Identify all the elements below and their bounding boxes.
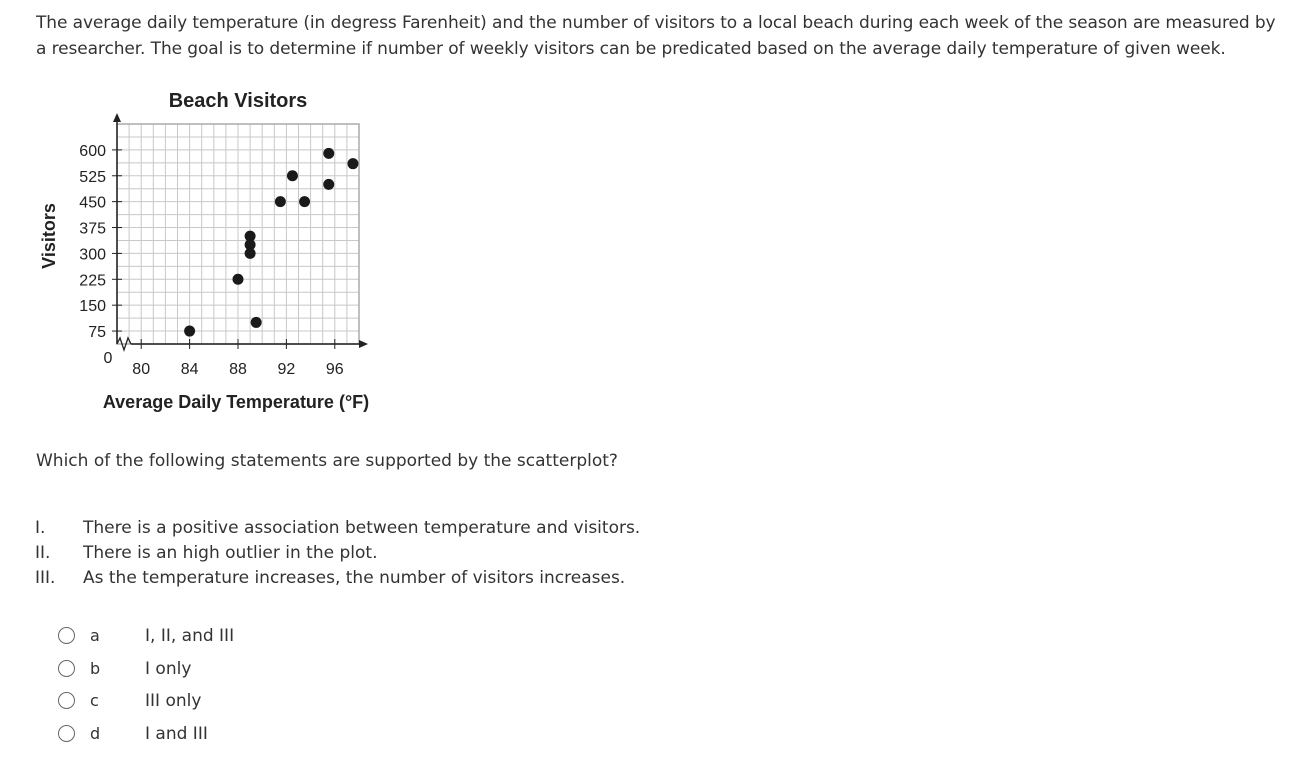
scatter-point [347, 158, 358, 169]
option-letter: a [90, 626, 100, 645]
scatter-point [275, 196, 286, 207]
scatter-point [299, 196, 310, 207]
option-text[interactable]: I and III [145, 723, 208, 744]
y-tick-label: 150 [79, 298, 106, 316]
radio-button[interactable] [58, 660, 75, 677]
option-c[interactable] [56, 689, 356, 722]
scatter-point [245, 231, 256, 242]
option-text[interactable]: III only [145, 691, 202, 711]
radio-button[interactable] [58, 692, 75, 709]
question-text: The average daily temperature (in degress Farenheit) and the number of visitors to a local beach during each week of the season are measured by a researcher. The goal is to determine if number of weekly visitors can be predicated based on the average daily temperature of given week. [36, 13, 1276, 59]
radio-button[interactable] [58, 627, 75, 644]
option-letter: d [90, 723, 101, 743]
scatter-point [184, 326, 195, 337]
statement-number: III. [35, 568, 56, 588]
statement-item [35, 541, 735, 566]
tick-labels [79, 143, 344, 378]
scatter-point [323, 148, 334, 159]
statement-number: II. [35, 543, 51, 563]
option-b[interactable] [56, 657, 356, 690]
y-tick-label: 450 [79, 194, 106, 212]
option-a[interactable] [56, 624, 356, 657]
statement-item [35, 516, 735, 541]
scatter-point [287, 170, 298, 181]
scatter-chart [30, 80, 410, 420]
option-letter: c [90, 691, 99, 710]
grid [117, 124, 359, 344]
scatter-point [233, 274, 244, 285]
y-tick-label: 75 [88, 324, 106, 342]
y-tick-label: 375 [79, 220, 106, 238]
option-text[interactable]: I, II, and III [145, 626, 235, 646]
origin-label: 0 [103, 350, 113, 367]
statement-text: As the temperature increases, the number of visitors increases. [83, 568, 626, 588]
statement-number: I. [35, 518, 46, 538]
scatter-point [251, 317, 262, 328]
y-tick-label: 225 [79, 272, 106, 290]
y-axis-arrow [113, 113, 121, 122]
statement-text: There is a positive association between temperature and visitors. [83, 518, 641, 538]
option-text[interactable]: I only [145, 658, 192, 679]
scatter-point [323, 179, 334, 190]
statement-item [35, 566, 735, 591]
x-tick-label: 84 [180, 361, 199, 378]
statement-text: There is an high outlier in the plot. [83, 543, 378, 563]
x-axis-label: Average Daily Temperature (°F) [102, 392, 370, 412]
option-letter: b [90, 658, 101, 678]
x-tick-label: 80 [132, 361, 151, 378]
x-tick-label: 92 [277, 361, 296, 378]
y-tick-label: 600 [79, 142, 106, 160]
option-d[interactable] [56, 722, 356, 755]
answer-options [56, 624, 356, 754]
chart-title: Beach Visitors [168, 90, 308, 112]
radio-button[interactable] [58, 725, 75, 742]
y-tick-label: 525 [79, 168, 106, 186]
x-tick-label: 96 [325, 361, 344, 378]
y-tick-label: 300 [79, 246, 106, 264]
x-axis-arrow [359, 340, 368, 348]
x-tick-label: 88 [229, 361, 247, 378]
statement-list [35, 516, 735, 591]
question-prompt: Which of the following statements are supported by the scatterplot? [36, 451, 618, 471]
y-axis-label: Visitors [39, 203, 59, 269]
